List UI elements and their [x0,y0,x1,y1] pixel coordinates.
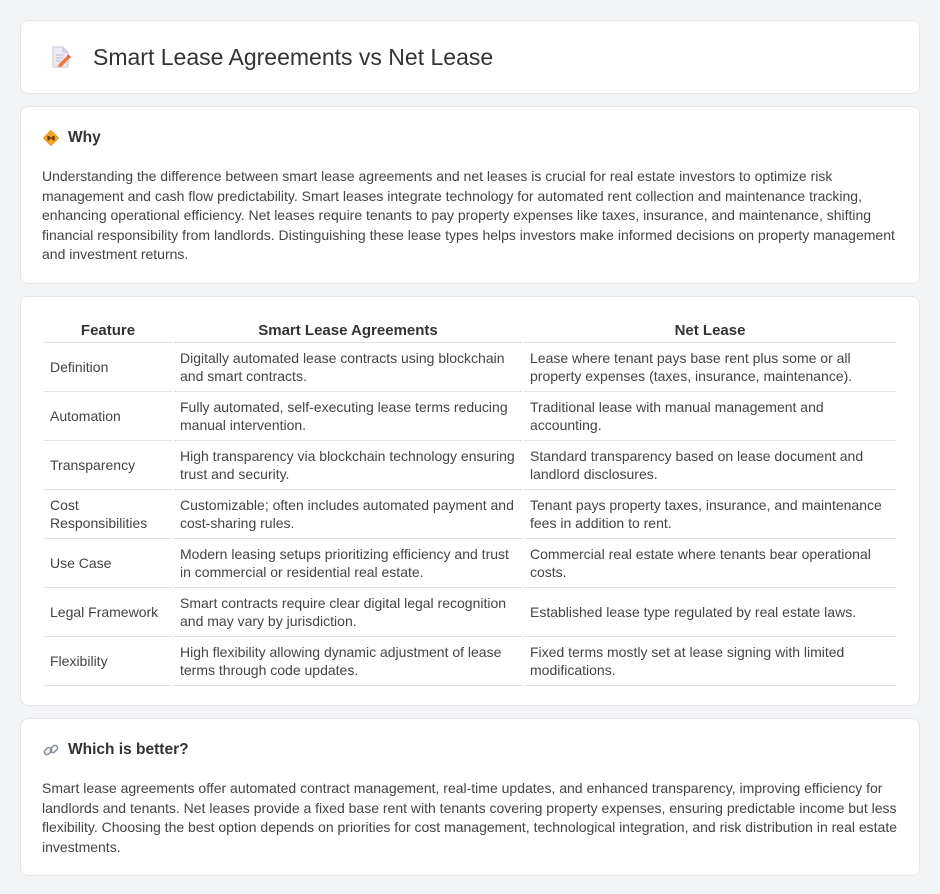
table-row [44,392,896,441]
table-row [44,441,896,490]
row-smart-lease: Smart contracts require clear digital legal recognition and may vary by jurisdiction. [174,588,522,637]
page-title: Smart Lease Agreements vs Net Lease [93,43,494,70]
row-net-lease: Commercial real estate where tenants bear operational costs. [524,539,896,588]
row-feature: Use Case [44,539,172,588]
header-smart-lease: Smart Lease Agreements [174,319,522,343]
row-net-lease: Established lease type regulated by real estate laws. [524,588,896,637]
header-net-lease: Net Lease [524,319,896,343]
row-feature: Automation [44,392,172,441]
row-net-lease: Tenant pays property taxes, insurance, and maintenance fees in addition to rent. [524,490,896,539]
row-feature: Legal Framework [44,588,172,637]
header-feature: Feature [44,319,172,343]
row-smart-lease: High transparency via blockchain technology ensuring trust and security. [174,441,522,490]
row-feature: Flexibility [44,637,172,686]
row-net-lease: Fixed terms mostly set at lease signing with limited modifications. [524,637,896,686]
comparison-table-card [20,296,920,706]
row-feature: Transparency [44,441,172,490]
which-is-better-title: Which is better? [68,741,189,758]
row-net-lease: Lease where tenant pays base rent plus some or all property expenses (taxes, insurance, maintenance). [524,343,896,392]
table-row [44,343,896,392]
table-row [44,637,896,686]
table-row [44,490,896,539]
row-smart-lease: Customizable; often includes automated payment and cost-sharing rules. [174,490,522,539]
header-card [20,20,920,94]
row-feature: Definition [44,343,172,392]
table-header-row [44,319,896,343]
why-section [20,106,920,284]
link-icon [42,741,60,759]
table-row [44,539,896,588]
diamond-signpost-icon [42,129,60,147]
comparison-table [42,319,898,686]
row-feature: Cost Responsibilities [44,490,172,539]
document-pencil-icon [47,44,73,70]
row-net-lease: Standard transparency based on lease document and landlord disclosures. [524,441,896,490]
row-smart-lease: Modern leasing setups prioritizing efficiency and trust in commercial or residential real estate. [174,539,522,588]
which-is-better-text: Smart lease agreements offer automated contract management, real-time updates, and enhanced transparency, improving efficiency for landlords and tenants. Net leases provide a fixed base rent with tenants covering property expenses, ensuring predictable income but less flexibility. Choosing the best option depends on priorities for cost management, technological integration, and risk distribution in real estate investments. [42,780,898,855]
why-text: Understanding the difference between smart lease agreements and net leases is crucial for real estate investors to optimize risk management and cash flow predictability. Smart leases integrate technology for automated rent collection and maintenance tracking, enhancing operational efficiency. Net leases require tenants to pay property expenses like taxes, insurance, and maintenance, shifting financial responsibility from landlords. Distinguishing these lease types helps investors make informed decisions on property management and investment returns. [42,168,895,263]
which-is-better-section [20,718,920,876]
row-net-lease: Traditional lease with manual management and accounting. [524,392,896,441]
row-smart-lease: Fully automated, self-executing lease terms reducing manual intervention. [174,392,522,441]
row-smart-lease: High flexibility allowing dynamic adjustment of lease terms through code updates. [174,637,522,686]
row-smart-lease: Digitally automated lease contracts using blockchain and smart contracts. [174,343,522,392]
why-title: Why [68,129,101,146]
table-row [44,588,896,637]
